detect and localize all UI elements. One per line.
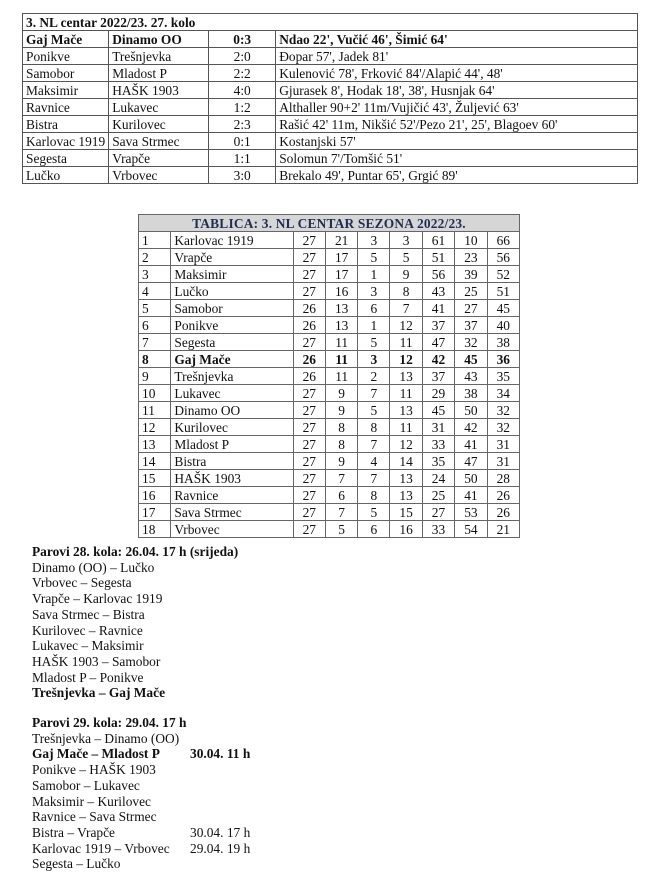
wins: 8	[325, 419, 357, 436]
position: 7	[139, 334, 171, 351]
standings-row	[139, 351, 520, 368]
fixture-item	[32, 623, 238, 639]
score: 0:1	[209, 133, 276, 150]
standings-row	[139, 334, 520, 351]
position: 16	[139, 487, 171, 504]
goals-for: 41	[422, 300, 454, 317]
goals-against: 10	[455, 232, 487, 249]
fixture-match: Vrbovec – Segesta	[32, 575, 132, 591]
goals-for: 37	[422, 368, 454, 385]
wins: 9	[325, 402, 357, 419]
losses: 13	[390, 402, 422, 419]
draws: 1	[358, 266, 390, 283]
position: 14	[139, 453, 171, 470]
score: 3:0	[209, 167, 276, 184]
round-29-fixtures	[32, 715, 250, 872]
standings-row	[139, 385, 520, 402]
home-team: Gaj Mače	[23, 31, 109, 48]
wins: 6	[325, 487, 357, 504]
points: 26	[487, 504, 519, 521]
goals-against: 38	[455, 385, 487, 402]
points: 45	[487, 300, 519, 317]
home-team: Lučko	[23, 167, 109, 184]
scorers: Gjurasek 8', Hodak 18', 38', Husnjak 64'	[276, 82, 638, 99]
result-row	[23, 82, 638, 99]
goals-for: 51	[422, 249, 454, 266]
home-team: Ravnice	[23, 99, 109, 116]
home-team: Segesta	[23, 150, 109, 167]
goals-for: 24	[422, 470, 454, 487]
result-row	[23, 99, 638, 116]
fixture-match: Karlovac 1919 – Vrbovec	[32, 840, 170, 856]
home-team: Bistra	[23, 116, 109, 133]
standings-table	[138, 214, 520, 538]
team-name: Dinamo OO	[171, 402, 293, 419]
wins: 13	[325, 300, 357, 317]
score: 2:0	[209, 48, 276, 65]
fixture-item	[32, 794, 250, 810]
standings-row	[139, 283, 520, 300]
result-row	[23, 65, 638, 82]
team-name: Lučko	[171, 283, 293, 300]
points: 21	[487, 521, 519, 538]
fixture-time: 30.04. 11 h	[190, 746, 251, 762]
wins: 16	[325, 283, 357, 300]
points: 51	[487, 283, 519, 300]
fixture-item	[32, 685, 238, 701]
home-team: Karlovac 1919	[23, 133, 109, 150]
losses: 13	[390, 487, 422, 504]
played: 27	[293, 402, 325, 419]
goals-for: 42	[422, 351, 454, 368]
goals-against: 41	[455, 436, 487, 453]
losses: 3	[390, 232, 422, 249]
results-title: 3. NL centar 2022/23. 27. kolo	[23, 14, 638, 31]
score: 2:3	[209, 116, 276, 133]
played: 26	[293, 317, 325, 334]
goals-for: 29	[422, 385, 454, 402]
position: 11	[139, 402, 171, 419]
standings-row	[139, 232, 520, 249]
team-name: Kurilovec	[171, 419, 293, 436]
scorers: Rašić 42' 11m, Nikšić 52'/Pezo 21', 25', Blagoev 60'	[276, 116, 638, 133]
away-team: Trešnjevka	[109, 48, 209, 65]
fixture-match: Maksimir – Kurilovec	[32, 793, 152, 809]
losses: 8	[390, 283, 422, 300]
losses: 12	[390, 351, 422, 368]
fixture-item	[32, 638, 238, 654]
team-name: Lukavec	[171, 385, 293, 402]
played: 27	[293, 470, 325, 487]
losses: 11	[390, 334, 422, 351]
position: 13	[139, 436, 171, 453]
fixture-time: 29.04. 19 h	[190, 840, 251, 856]
standings-row	[139, 521, 520, 538]
draws: 7	[358, 470, 390, 487]
points: 26	[487, 487, 519, 504]
position: 5	[139, 300, 171, 317]
wins: 11	[325, 351, 357, 368]
goals-against: 37	[455, 317, 487, 334]
standings-row	[139, 436, 520, 453]
away-team: Mladost P	[109, 65, 209, 82]
draws: 3	[358, 283, 390, 300]
team-name: Karlovac 1919	[171, 232, 293, 249]
team-name: Gaj Mače	[171, 351, 293, 368]
goals-against: 32	[455, 334, 487, 351]
team-name: Sava Strmec	[171, 504, 293, 521]
wins: 9	[325, 385, 357, 402]
standings-row	[139, 419, 520, 436]
draws: 3	[358, 232, 390, 249]
result-row	[23, 150, 638, 167]
position: 10	[139, 385, 171, 402]
score: 1:1	[209, 150, 276, 167]
scorers: Kulenović 78', Frković 84'/Alapić 44', 48'	[276, 65, 638, 82]
wins: 7	[325, 504, 357, 521]
points: 32	[487, 419, 519, 436]
draws: 5	[358, 504, 390, 521]
goals-against: 42	[455, 419, 487, 436]
wins: 11	[325, 334, 357, 351]
goals-against: 27	[455, 300, 487, 317]
draws: 3	[358, 351, 390, 368]
team-name: Maksimir	[171, 266, 293, 283]
fixture-match: Kurilovec – Ravnice	[32, 622, 143, 638]
goals-for: 56	[422, 266, 454, 283]
fixture-item	[32, 670, 238, 686]
goals-against: 50	[455, 470, 487, 487]
goals-for: 27	[422, 504, 454, 521]
away-team: Vrapče	[109, 150, 209, 167]
team-name: Ravnice	[171, 487, 293, 504]
round-28-title: Parovi 28. kola: 26.04. 17 h (srijeda)	[32, 544, 239, 559]
played: 26	[293, 368, 325, 385]
fixture-match: Ponikve – HAŠK 1903	[32, 762, 156, 778]
standings-row	[139, 249, 520, 266]
position: 3	[139, 266, 171, 283]
played: 27	[293, 419, 325, 436]
position: 17	[139, 504, 171, 521]
wins: 17	[325, 266, 357, 283]
fixture-item	[32, 731, 250, 747]
points: 31	[487, 453, 519, 470]
points: 28	[487, 470, 519, 487]
result-row	[23, 167, 638, 184]
fixture-match: Samobor – Lukavec	[32, 777, 140, 793]
scorers: Đopar 57', Jadek 81'	[276, 48, 638, 65]
position: 15	[139, 470, 171, 487]
losses: 14	[390, 453, 422, 470]
draws: 7	[358, 385, 390, 402]
draws: 7	[358, 436, 390, 453]
fixture-match: Ravnice – Sava Strmec	[32, 809, 157, 825]
points: 56	[487, 249, 519, 266]
fixture-time: 30.04. 17 h	[190, 824, 251, 840]
team-name: Segesta	[171, 334, 293, 351]
draws: 6	[358, 300, 390, 317]
played: 27	[293, 283, 325, 300]
standings-row	[139, 266, 520, 283]
goals-for: 45	[422, 402, 454, 419]
standings-title: TABLICA: 3. NL CENTAR SEZONA 2022/23.	[139, 215, 520, 232]
draws: 2	[358, 368, 390, 385]
losses: 11	[390, 419, 422, 436]
scorers: Solomun 7'/Tomšić 51'	[276, 150, 638, 167]
goals-against: 45	[455, 351, 487, 368]
played: 27	[293, 487, 325, 504]
points: 32	[487, 402, 519, 419]
home-team: Samobor	[23, 65, 109, 82]
played: 26	[293, 351, 325, 368]
goals-for: 35	[422, 453, 454, 470]
fixture-item	[32, 607, 238, 623]
played: 27	[293, 385, 325, 402]
points: 31	[487, 436, 519, 453]
home-team: Maksimir	[23, 82, 109, 99]
team-name: Mladost P	[171, 436, 293, 453]
scorers: Brekalo 49', Puntar 65', Grgić 89'	[276, 167, 638, 184]
results-table	[22, 13, 638, 184]
fixture-match: Sava Strmec – Bistra	[32, 606, 145, 622]
points: 52	[487, 266, 519, 283]
position: 2	[139, 249, 171, 266]
losses: 11	[390, 385, 422, 402]
played: 27	[293, 334, 325, 351]
goals-for: 25	[422, 487, 454, 504]
draws: 5	[358, 334, 390, 351]
wins: 8	[325, 436, 357, 453]
standings-row	[139, 487, 520, 504]
fixture-match: Trešnjevka – Dinamo (OO)	[32, 730, 180, 746]
away-team: Dinamo OO	[109, 31, 209, 48]
wins: 5	[325, 521, 357, 538]
losses: 15	[390, 504, 422, 521]
standings-row	[139, 453, 520, 470]
points: 35	[487, 368, 519, 385]
fixture-item	[32, 778, 250, 794]
scorers: Althaller 90+2' 11m/Vujičić 43', Žuljević 63'	[276, 99, 638, 116]
position: 8	[139, 351, 171, 368]
position: 18	[139, 521, 171, 538]
losses: 12	[390, 436, 422, 453]
position: 12	[139, 419, 171, 436]
goals-against: 23	[455, 249, 487, 266]
scorers: Kostanjski 57'	[276, 133, 638, 150]
points: 36	[487, 351, 519, 368]
team-name: HAŠK 1903	[171, 470, 293, 487]
standings-row	[139, 402, 520, 419]
fixture-item	[32, 575, 238, 591]
played: 27	[293, 436, 325, 453]
fixture-match: Bistra – Vrapče	[32, 824, 115, 840]
goals-for: 43	[422, 283, 454, 300]
score: 4:0	[209, 82, 276, 99]
draws: 1	[358, 317, 390, 334]
wins: 17	[325, 249, 357, 266]
position: 1	[139, 232, 171, 249]
position: 9	[139, 368, 171, 385]
fixture-item	[32, 746, 250, 762]
wins: 9	[325, 453, 357, 470]
fixture-match: Gaj Mače – Mladost P	[32, 746, 160, 762]
away-team: Kurilovec	[109, 116, 209, 133]
goals-against: 41	[455, 487, 487, 504]
goals-against: 25	[455, 283, 487, 300]
fixture-match: Segesta – Lučko	[32, 856, 121, 872]
losses: 7	[390, 300, 422, 317]
goals-against: 50	[455, 402, 487, 419]
results-title-row	[23, 14, 638, 31]
goals-for: 33	[422, 521, 454, 538]
team-name: Samobor	[171, 300, 293, 317]
wins: 21	[325, 232, 357, 249]
points: 40	[487, 317, 519, 334]
result-row	[23, 48, 638, 65]
result-row	[23, 116, 638, 133]
team-name: Vrapče	[171, 249, 293, 266]
goals-for: 31	[422, 419, 454, 436]
losses: 9	[390, 266, 422, 283]
fixture-match: Dinamo (OO) – Lučko	[32, 559, 155, 575]
round-29-title: Parovi 29. kola: 29.04. 17 h	[32, 715, 187, 730]
points: 38	[487, 334, 519, 351]
goals-against: 54	[455, 521, 487, 538]
standings-row	[139, 470, 520, 487]
fixture-match: Mladost P – Ponikve	[32, 669, 144, 685]
round-28-fixtures	[32, 544, 238, 701]
standings-row	[139, 504, 520, 521]
draws: 8	[358, 419, 390, 436]
away-team: Lukavec	[109, 99, 209, 116]
home-team: Ponikve	[23, 48, 109, 65]
draws: 4	[358, 453, 390, 470]
goals-for: 47	[422, 334, 454, 351]
fixture-item	[32, 591, 238, 607]
standings-row	[139, 368, 520, 385]
standings-title-row	[139, 215, 520, 232]
goals-for: 33	[422, 436, 454, 453]
draws: 5	[358, 249, 390, 266]
team-name: Ponikve	[171, 317, 293, 334]
fixture-match: Trešnjevka – Gaj Mače	[32, 685, 166, 701]
score: 1:2	[209, 99, 276, 116]
draws: 5	[358, 402, 390, 419]
team-name: Vrbovec	[171, 521, 293, 538]
points: 34	[487, 385, 519, 402]
result-row	[23, 133, 638, 150]
goals-against: 39	[455, 266, 487, 283]
position: 6	[139, 317, 171, 334]
fixture-item	[32, 809, 250, 825]
points: 66	[487, 232, 519, 249]
fixture-item	[32, 856, 250, 872]
fixture-match: HAŠK 1903 – Samobor	[32, 653, 161, 669]
played: 27	[293, 504, 325, 521]
goals-against: 53	[455, 504, 487, 521]
goals-for: 61	[422, 232, 454, 249]
losses: 13	[390, 470, 422, 487]
losses: 16	[390, 521, 422, 538]
team-name: Trešnjevka	[171, 368, 293, 385]
team-name: Bistra	[171, 453, 293, 470]
position: 4	[139, 283, 171, 300]
standings-row	[139, 317, 520, 334]
fixture-item	[32, 762, 250, 778]
losses: 5	[390, 249, 422, 266]
fixture-item	[32, 560, 238, 576]
played: 27	[293, 266, 325, 283]
played: 27	[293, 232, 325, 249]
goals-against: 43	[455, 368, 487, 385]
away-team: Sava Strmec	[109, 133, 209, 150]
losses: 13	[390, 368, 422, 385]
standings-row	[139, 300, 520, 317]
draws: 8	[358, 487, 390, 504]
scorers: Ndao 22', Vučić 46', Šimić 64'	[276, 31, 638, 48]
wins: 13	[325, 317, 357, 334]
score: 0:3	[209, 31, 276, 48]
draws: 6	[358, 521, 390, 538]
wins: 11	[325, 368, 357, 385]
played: 27	[293, 453, 325, 470]
wins: 7	[325, 470, 357, 487]
fixture-match: Vrapče – Karlovac 1919	[32, 591, 163, 607]
result-row	[23, 31, 638, 48]
score: 2:2	[209, 65, 276, 82]
fixture-item	[32, 654, 238, 670]
fixture-item	[32, 841, 250, 857]
played: 26	[293, 300, 325, 317]
played: 27	[293, 521, 325, 538]
fixture-item	[32, 825, 250, 841]
losses: 12	[390, 317, 422, 334]
fixture-match: Lukavec – Maksimir	[32, 638, 144, 654]
away-team: HAŠK 1903	[109, 82, 209, 99]
goals-for: 37	[422, 317, 454, 334]
away-team: Vrbovec	[109, 167, 209, 184]
played: 27	[293, 249, 325, 266]
goals-against: 47	[455, 453, 487, 470]
